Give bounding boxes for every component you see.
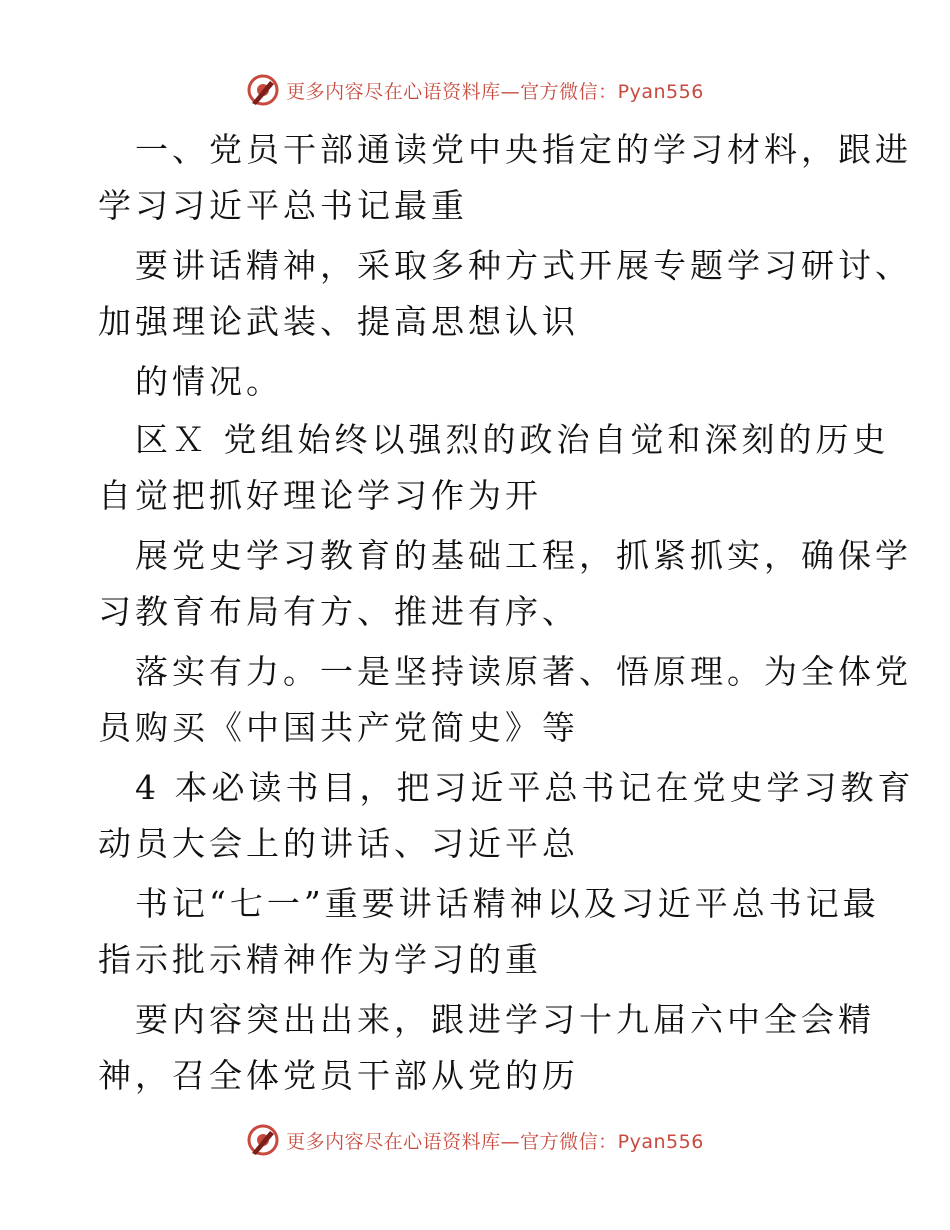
footer-banner	[0, 1120, 950, 1160]
body-line: 要内容突出出来，跟进学习十九届六中全会精	[135, 1000, 875, 1039]
body-line: 4 本必读书目，把习近平总书记在党史学习教育	[135, 768, 915, 807]
logo-icon	[246, 73, 280, 107]
logo-icon	[246, 1123, 280, 1157]
header-banner-dash: —	[500, 80, 521, 103]
body-line: 的情况。	[135, 362, 283, 401]
header-banner-contact: 官方微信：Pyan556	[520, 80, 704, 103]
body-line: 一、党员干部通读党中央指定的学习材料，跟进	[135, 130, 912, 169]
body-line: 要讲话精神，采取多种方式开展专题学习研讨、	[135, 246, 912, 285]
header-banner-text	[286, 77, 704, 104]
footer-banner-dash: —	[500, 1130, 521, 1153]
header-banner-main: 更多内容尽在心语资料库	[286, 80, 501, 103]
body-line: 自觉把抓好理论学习作为开	[98, 476, 542, 515]
body-line: 加强理论武装、提高思想认识	[98, 302, 579, 341]
footer-banner-contact: 官方微信：Pyan556	[520, 1130, 704, 1153]
body-line: 展党史学习教育的基础工程，抓紧抓实，确保学	[135, 536, 912, 575]
body-line: 神，召全体党员干部从党的历	[98, 1056, 579, 1095]
header-banner	[0, 70, 950, 110]
footer-banner-main: 更多内容尽在心语资料库	[286, 1130, 501, 1153]
footer-banner-text	[286, 1127, 704, 1154]
body-line: 指示批示精神作为学习的重	[98, 940, 542, 979]
body-line: 区Ｘ 党组始终以强烈的政治自觉和深刻的历史	[135, 420, 890, 459]
body-line: 习教育布局有方、推进有序、	[98, 592, 579, 631]
body-line: 员购买《中国共产党简史》等	[98, 708, 579, 747]
body-line: 书记“七一”重要讲话精神以及习近平总书记最	[135, 884, 880, 923]
body-line: 学习习近平总书记最重	[98, 186, 468, 225]
body-line: 落实有力。一是坚持读原著、悟原理。为全体党	[135, 652, 912, 691]
body-line: 动员大会上的讲话、习近平总	[98, 824, 579, 863]
